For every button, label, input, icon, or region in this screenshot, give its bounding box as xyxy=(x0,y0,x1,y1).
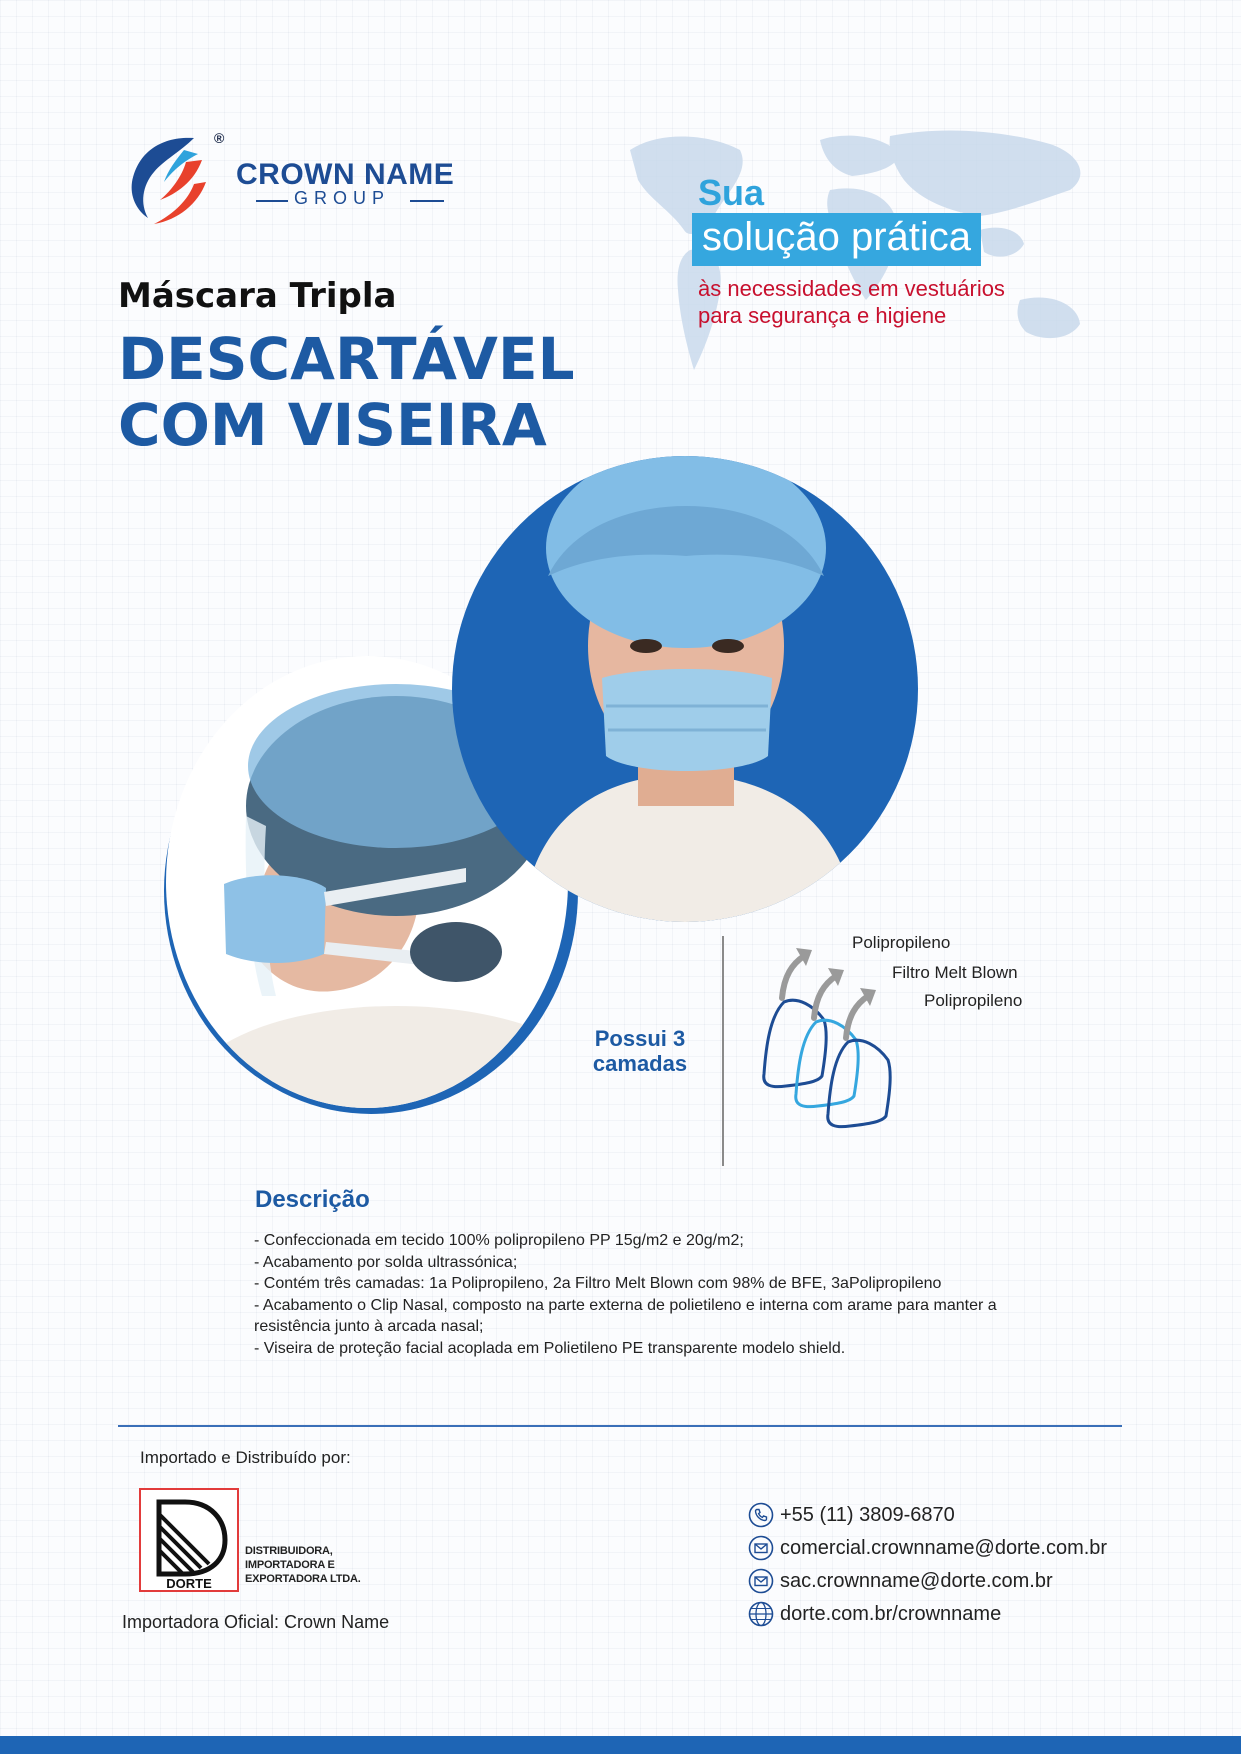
layers-label-line2: camadas xyxy=(592,1051,688,1076)
slogan-line1: às necessidades em vestuários xyxy=(698,276,1005,301)
contact-website[interactable] xyxy=(748,1601,1001,1627)
product-title-line1: DESCARTÁVEL xyxy=(118,325,575,393)
description-item: - Viseira de proteção facial acoplada em Polietileno PE transparente modelo shield. xyxy=(254,1339,846,1357)
description-item: - Confeccionada em tecido 100% polipropileno PP 15g/m2 e 20g/m2; xyxy=(254,1232,744,1249)
dorte-logo xyxy=(139,1488,239,1592)
layer-label-2: Filtro Melt Blown xyxy=(892,963,1018,982)
description-list xyxy=(254,1230,1014,1359)
product-subtitle: Máscara Tripla xyxy=(118,276,397,316)
contact-email-commercial[interactable] xyxy=(748,1535,1107,1561)
front-photo-illustration xyxy=(452,456,918,922)
brand-group: GROUP xyxy=(294,188,391,208)
description-item: - Contém três camadas: 1a Polipropileno, 2a Filtro Melt Blown com 98% de BFE, 3aPolipropileno xyxy=(254,1275,942,1292)
distributor-company-name xyxy=(245,1544,361,1586)
mail-icon xyxy=(748,1535,774,1561)
brand-name: CROWN NAME xyxy=(236,158,455,191)
product-title-line2: COM VISEIRA xyxy=(118,391,547,459)
world-map-graphic xyxy=(620,120,1100,420)
registered-mark: ® xyxy=(214,130,225,146)
contact-phone[interactable] xyxy=(748,1502,955,1528)
official-importer: Importadora Oficial: Crown Name xyxy=(122,1612,390,1632)
logo-divider-right xyxy=(410,200,444,202)
distributor-line1: DISTRIBUIDORA, xyxy=(245,1545,333,1557)
imported-by-label: Importado e Distribuído por: xyxy=(140,1448,351,1467)
contact-email-commercial-text: comercial.crownname@dorte.com.br xyxy=(780,1536,1108,1559)
footer-divider xyxy=(118,1425,1122,1427)
contact-email-sac-text: sac.crownname@dorte.com.br xyxy=(780,1569,1053,1592)
crown-logo-icon xyxy=(124,130,214,226)
globe-icon xyxy=(748,1601,774,1627)
arrow-layer1 xyxy=(782,956,804,998)
vertical-divider xyxy=(722,936,724,1166)
arrow-layer3 xyxy=(846,996,868,1038)
product-title xyxy=(118,326,575,458)
logo-divider-left xyxy=(256,200,288,202)
distributor-line2: IMPORTADORA E xyxy=(245,1559,335,1571)
slogan-subtext xyxy=(698,275,1005,329)
distributor-line3: EXPORTADORA LTDA. xyxy=(245,1573,361,1585)
contact-email-sac[interactable] xyxy=(748,1568,1053,1594)
layer-label-3: Polipropileno xyxy=(924,991,1023,1010)
crown-name-logo xyxy=(124,130,464,230)
description-item: - Acabamento o Clip Nasal, composto na parte externa de polietileno e interna com arame para manter a resistência junto à arcada nasal; xyxy=(254,1296,997,1335)
contact-phone-text: +55 (11) 3809-6870 xyxy=(780,1503,955,1526)
arrow-layer2 xyxy=(814,976,836,1018)
dorte-logo-text: DORTE xyxy=(166,1576,212,1590)
phone-icon xyxy=(748,1502,774,1528)
description-title: Descrição xyxy=(255,1186,370,1213)
mail-icon xyxy=(748,1568,774,1594)
slogan-line2: para segurança e higiene xyxy=(698,303,947,328)
contact-website-text: dorte.com.br/crownname xyxy=(780,1602,1002,1625)
slogan-top: Sua xyxy=(698,172,765,213)
description-item: - Acabamento por solda ultrassónica; xyxy=(254,1253,518,1271)
layers-label-line1: Possui 3 xyxy=(594,1026,686,1051)
layer-label-1: Polipropileno xyxy=(852,936,951,952)
bottom-color-bar xyxy=(0,1736,1241,1754)
layers-label xyxy=(560,1026,720,1076)
mask-layers-diagram xyxy=(752,936,1052,1156)
dorte-logo-mark xyxy=(141,1490,237,1590)
front-photo xyxy=(452,456,918,922)
slogan-highlight: solução prática xyxy=(692,213,981,266)
